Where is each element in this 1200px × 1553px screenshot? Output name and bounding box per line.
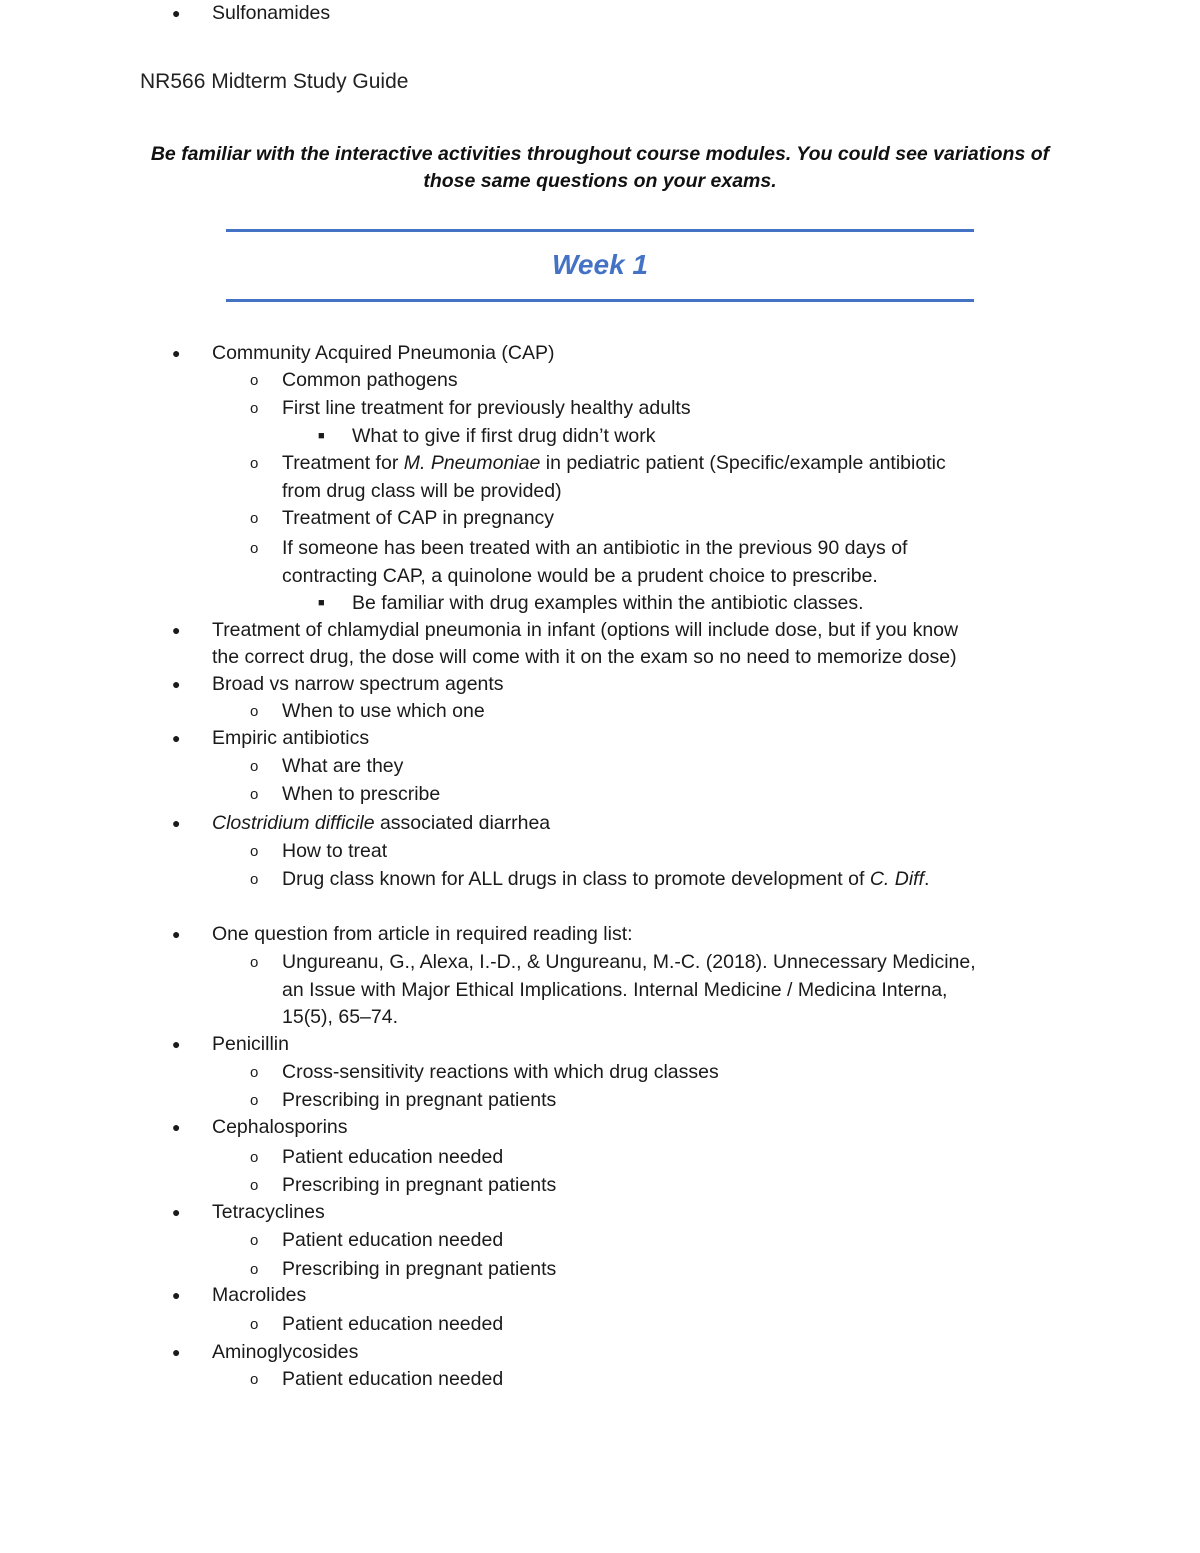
item-text: . <box>924 868 930 890</box>
outline-item: Treatment of chlamydial pneumonia in infant (options will include dose, but if you know <box>212 619 959 641</box>
bullet-marker: o <box>250 1092 259 1109</box>
item-text: associated diarrhea <box>374 812 551 834</box>
outline-item: Community Acquired Pneumonia (CAP) <box>212 342 555 364</box>
outline-subitem: First line treatment for previously healthy adults <box>282 397 691 419</box>
outline-item: Cephalosporins <box>212 1116 348 1138</box>
heading-bottom-rule <box>226 299 974 302</box>
outline-subitem: Treatment of CAP in pregnancy <box>282 507 555 529</box>
bullet-marker: o <box>250 843 259 860</box>
bullet-marker: ■ <box>318 430 325 442</box>
bullet-marker: o <box>250 1316 259 1333</box>
bullet-marker: ● <box>172 1287 181 1303</box>
outline-item <box>212 810 550 837</box>
document-title: NR566 Midterm Study Guide <box>140 70 409 93</box>
bullet-marker: o <box>250 1371 259 1388</box>
bullet-marker: o <box>250 703 259 720</box>
bullet-marker: ● <box>172 1036 181 1052</box>
bullet-marker: ● <box>172 622 181 638</box>
outline-subitem: Prescribing in pregnant patients <box>282 1089 557 1111</box>
bullet-marker: ● <box>172 815 181 831</box>
bullet-marker: o <box>250 758 259 775</box>
outline-item: Macrolides <box>212 1284 307 1306</box>
bullet-marker: o <box>250 871 259 888</box>
outline-subitem: Patient education needed <box>282 1229 504 1251</box>
bullet-marker: ● <box>172 1119 181 1135</box>
bullet-marker: o <box>250 372 259 389</box>
item-text: in pediatric patient (Specific/example antibiotic <box>540 452 946 474</box>
item-italic-term: M. Pneumoniae <box>403 452 541 474</box>
outline-subitem: Patient education needed <box>282 1313 504 1335</box>
outline-item: One question from article in required reading list: <box>212 923 633 945</box>
outline-subitem: Patient education needed <box>282 1368 504 1390</box>
bullet-marker: o <box>250 455 259 472</box>
item-text: Drug class known for ALL drugs in class to promote development of <box>282 868 870 890</box>
outline-item: Aminoglycosides <box>212 1341 359 1363</box>
bullet-marker: o <box>250 540 259 557</box>
outline-item: Broad vs narrow spectrum agents <box>212 673 504 695</box>
outline-subitem: When to use which one <box>282 700 485 722</box>
outline-item: Tetracyclines <box>212 1201 325 1223</box>
outline-subitem <box>282 450 946 477</box>
bullet-marker: o <box>250 1232 259 1249</box>
outline-subsubitem: Be familiar with drug examples within the antibiotic classes. <box>352 592 864 614</box>
outline-item: Penicillin <box>212 1033 289 1055</box>
bullet-marker: o <box>250 400 259 417</box>
item-continuation: from drug class will be provided) <box>282 480 562 502</box>
bullet-marker: ● <box>172 926 181 942</box>
outline-subitem: How to treat <box>282 840 388 862</box>
outline-subitem: Common pathogens <box>282 369 458 391</box>
heading-top-rule <box>226 229 974 232</box>
bullet-marker: o <box>250 510 259 527</box>
outline-subitem: Ungureanu, G., Alexa, I.-D., & Ungureanu, M.-C. (2018). Unnecessary Medicine, <box>282 951 976 973</box>
outline-subitem: Patient education needed <box>282 1146 504 1168</box>
bullet-marker: ● <box>172 730 181 746</box>
bullet-marker: ● <box>172 1344 181 1360</box>
bullet-marker: ● <box>172 676 181 692</box>
bullet-marker: o <box>250 1149 259 1166</box>
bullet-marker: ■ <box>318 597 325 609</box>
bullet-marker: ● <box>172 1204 181 1220</box>
bullet-marker: o <box>250 954 259 971</box>
outline-subitem: If someone has been treated with an antibiotic in the previous 90 days of <box>282 537 908 559</box>
item-text: Treatment for <box>282 452 404 474</box>
bullet-marker: ● <box>172 5 181 21</box>
outline-subitem: Cross-sensitivity reactions with which drug classes <box>282 1061 719 1083</box>
item-italic-term: C. Diff <box>869 868 924 890</box>
outline-subsubitem: What to give if first drug didn’t work <box>352 425 656 447</box>
outline-subitem: When to prescribe <box>282 783 441 805</box>
item-continuation: 15(5), 65–74. <box>282 1006 399 1028</box>
week-heading: Week 1 <box>552 249 648 280</box>
outline-subitem <box>282 866 929 893</box>
outline-item: Sulfonamides <box>212 2 331 24</box>
item-continuation: the correct drug, the dose will come with it on the exam so no need to memorize dose) <box>212 646 957 668</box>
bullet-marker: ● <box>172 345 181 361</box>
item-continuation: contracting CAP, a quinolone would be a prudent choice to prescribe. <box>282 565 878 587</box>
bullet-marker: o <box>250 1261 259 1278</box>
bullet-marker: o <box>250 786 259 803</box>
bullet-marker: o <box>250 1064 259 1081</box>
item-italic-term: Clostridium difficile <box>212 812 375 834</box>
outline-item: Empiric antibiotics <box>212 727 370 749</box>
bullet-marker: o <box>250 1177 259 1194</box>
outline-subitem: What are they <box>282 755 404 777</box>
intro-note: Be familiar with the interactive activities throughout course modules. You could see variations of those same questions on your exams. <box>150 143 1050 192</box>
outline-subitem: Prescribing in pregnant patients <box>282 1258 557 1280</box>
item-continuation: an Issue with Major Ethical Implications. Internal Medicine / Medicina Interna, <box>282 979 948 1001</box>
outline-subitem: Prescribing in pregnant patients <box>282 1174 557 1196</box>
